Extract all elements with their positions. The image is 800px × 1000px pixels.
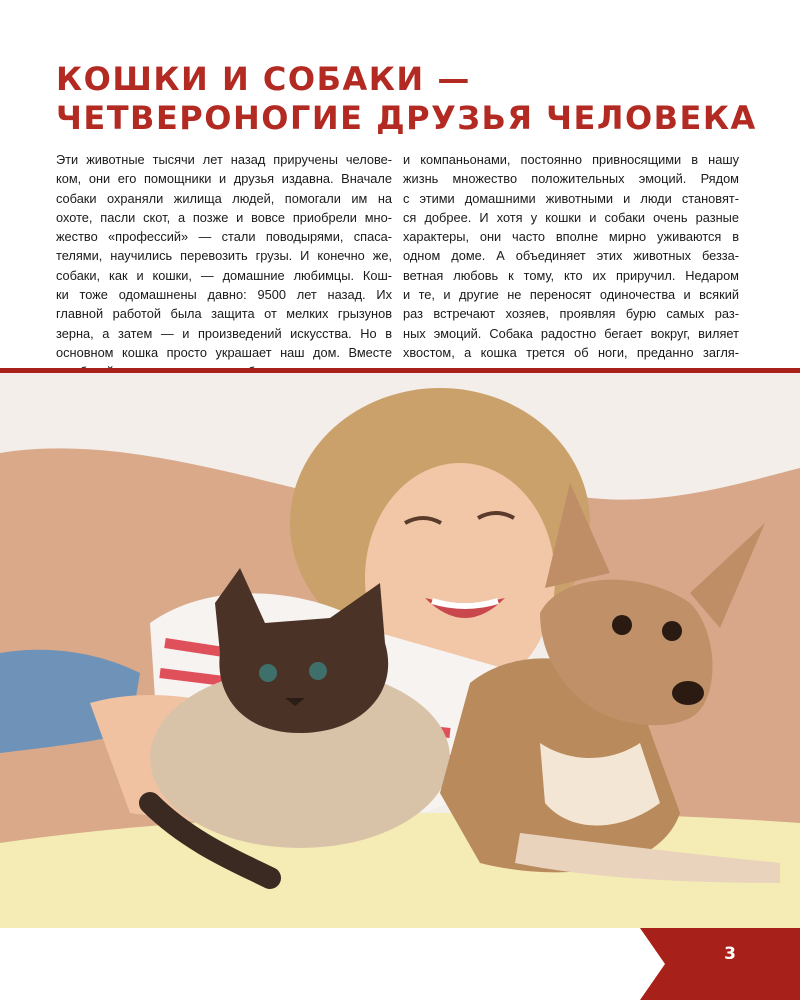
text-line: охоте, пасли скот, а позже и вовсе приобрели мно-	[56, 209, 392, 225]
page-title	[56, 60, 757, 138]
text-line: Эти животные тысячи лет назад приручены челове-	[56, 152, 392, 167]
title-line: ЧЕТВЕРОНОГИЕ ДРУЗЬЯ ЧЕЛОВЕКА	[56, 99, 757, 137]
cat-eye-left	[259, 664, 277, 682]
text-line: ся добрее. И хотя у кошки и собаки очень разные	[403, 209, 739, 225]
text-line: раз встречают хозяев, проявляя бурю самых раз-	[403, 306, 739, 322]
footer-white-tab	[0, 928, 665, 1000]
cat-eye-right	[309, 662, 327, 680]
text-line: основном кошка просто украшает наш дом. Вместе	[56, 344, 392, 360]
text-line: ком, они его помощники и друзья издавна. Вначале	[56, 171, 392, 187]
hero-photo	[0, 373, 800, 940]
text-line: и те, и другие не переносят одиночества и всякий	[403, 287, 739, 303]
title-line: КОШКИ И СОБАКИ —	[56, 60, 471, 98]
page-number: 3	[724, 944, 736, 964]
dog-eye-left	[612, 615, 632, 635]
text-line: характеры, они часто вполне мирно уживаются в	[403, 229, 739, 245]
footer-bar	[0, 928, 800, 1000]
text-line: ных эмоций. Собака радостно бегает вокруг, виляет	[403, 325, 739, 341]
text-line: собаки, как и кошки, — домашние любимцы. Кош-	[56, 267, 392, 283]
text-line: жество «профессий» — стали поводырями, спаса-	[56, 229, 392, 245]
text-line: ветная любовь к тому, кто их приручил. Недаром	[403, 267, 739, 283]
text-line: главной работой была защита от мелких грызунов	[56, 306, 392, 322]
text-line: собаки охраняли жилища людей, помогали им на	[56, 190, 392, 206]
text-line: телями, научились перевозить грузы. И конечно же,	[56, 248, 392, 264]
text-line: жизнь множество положительных эмоций. Рядом	[403, 171, 739, 187]
text-line: ки тоже одомашнены давно: 9500 лет назад. Их	[56, 287, 392, 303]
dog-nose	[672, 681, 704, 705]
text-line: хвостом, а кошка трется об ноги, преданно загля-	[403, 344, 739, 360]
text-line: с этими домашними животными и люди становят-	[403, 190, 739, 206]
text-line: зерна, а затем — и произведений искусства. Но в	[56, 325, 392, 341]
dog-eye-right	[662, 621, 682, 641]
text-column-left	[56, 150, 392, 382]
text-line: одном доме. А объединяет этих животных безза-	[403, 248, 739, 264]
text-column-right	[403, 150, 739, 382]
text-line: и компаньонами, постоянно привносящими в нашу	[403, 152, 739, 167]
